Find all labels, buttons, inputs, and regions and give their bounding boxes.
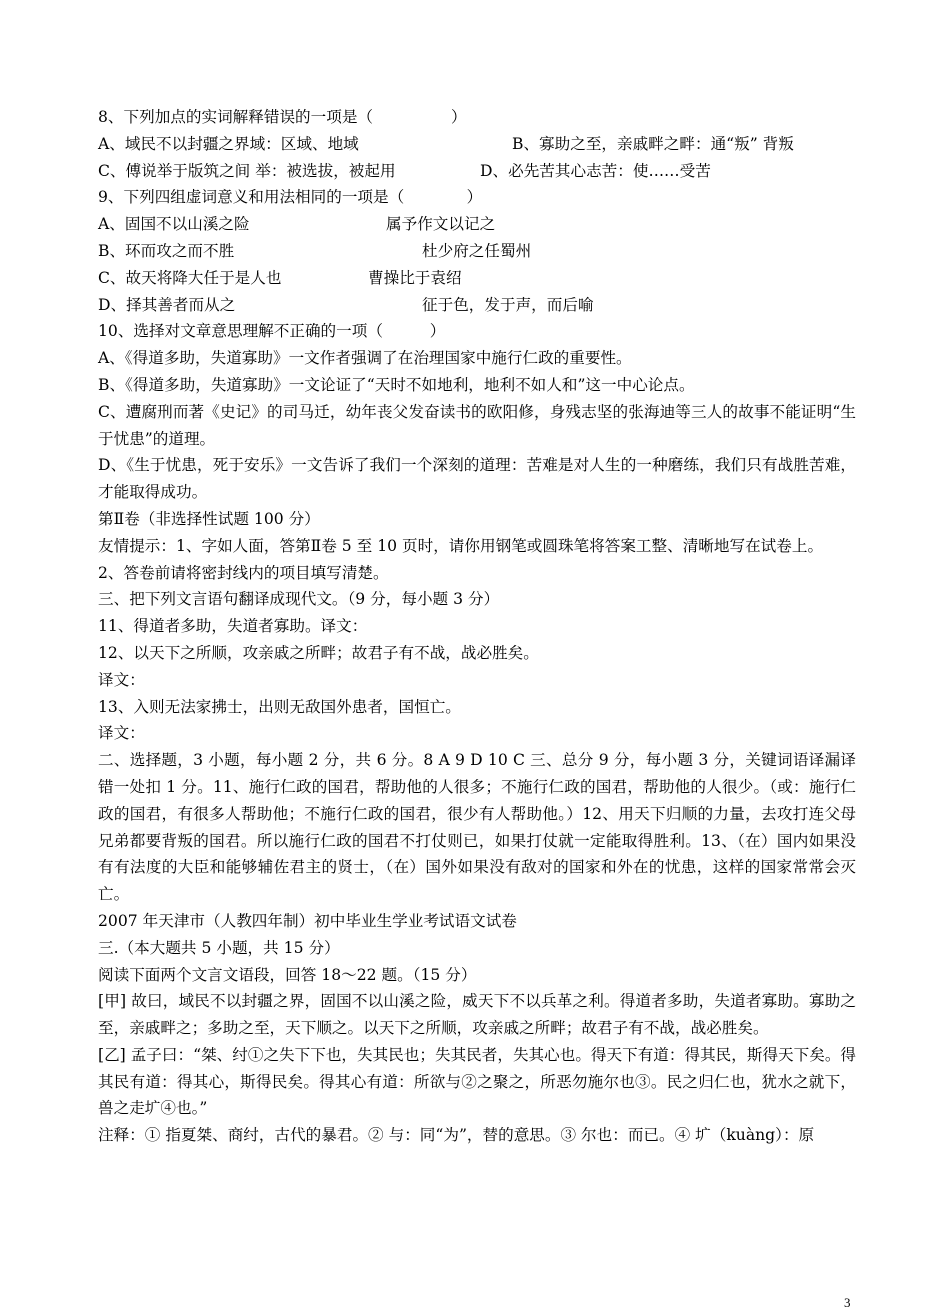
part2-tip-2: 2、答卷前请将密封线内的项目填写清楚。 [98,563,389,582]
q9-option-b-left: B、环而攻之而不胜 [98,241,235,260]
exam-page [98,104,856,1149]
exam-2007-section: 三.（本大题共 5 小题，共 15 分） [98,938,340,957]
q8-options-row-2 [98,158,856,185]
q10-option-d: D、《生于忧患，死于安乐》一文告诉了我们一个深刻的道理：苦难是对人生的一种磨练，我们只有战胜苦难，才能取得成功。 [98,456,856,502]
q10-stem: 10、选择对文章意思理解不正确的一项（ ） [98,322,446,341]
section3-title: 三、把下列文言语句翻译成现代文。（9 分，每小题 3 分） [98,590,500,609]
q9-option-c-right: 曹操比于袁绍 [368,268,462,287]
q8-option-b: B、寡助之至，亲戚畔之畔：通“叛” 背叛 [512,134,794,153]
q9-stem: 9、下列四组虚词意义和用法相同的一项是（ ） [98,188,483,207]
q13: 13、入则无法家拂士，出则无敌国外患者，国恒亡。 [98,697,461,716]
annotation-note: 注释：① 指夏桀、商纣，古代的暴君。② 与：同“为”，替的意思。③ 尔也：而已。④ 圹（kuàng）：原 [98,1126,815,1145]
q12-translation-label: 译文： [98,670,145,689]
q9-option-d-right: 征于色，发于声，而后喻 [422,295,594,314]
answer-key: 二、选择题，3 小题，每小题 2 分，共 6 分。8 A 9 D 10 C 三、总分 9 分，每小题 3 分，关键词语译漏译错一处扣 1 分。11、施行仁政的国君，帮助他的人很多；不施行仁政的国君，帮助他的人很少。（或：施行仁政的国君，有很多人帮助他；不施行仁政的国君，很少有人帮助他。）12、用天下归顺的力量，去攻打连父母兄弟都要背叛的国君。所以施行仁政的国君不打仗则已，如果打仗就一定能取得胜利。13、（在）国内如果没有有法度的大臣和能够辅佐君主的贤士，（在）国外如果没有敌对的国家和外在的忧患，这样的国家常常会灭亡。 [98,751,856,904]
q9-option-a-right: 属予作文以记之 [386,215,496,234]
q9-option-d-left: D、择其善者而从之 [98,295,236,314]
q9-option-b-right: 杜少府之任蜀州 [422,241,532,260]
q9-row-c [98,265,856,292]
q8-option-a: A、域民不以封疆之界域：区域、地域 [98,134,359,153]
passage-jia: [甲] 故曰，域民不以封疆之界，固国不以山溪之险，威天下不以兵革之利。得道者多助，失道者寡助。寡助之至，亲戚畔之；多助之至，天下顺之。以天下之所顺，攻亲戚之所畔；故君子有不战，战必胜矣。 [98,992,856,1038]
q9-option-c-left: C、故天将降大任于是人也 [98,268,282,287]
q8-options-row-1 [98,131,856,158]
q9-row-b [98,238,856,265]
q13-translation-label: 译文： [98,724,145,743]
part2-title: 第Ⅱ卷（非选择性试题 100 分） [98,509,320,528]
q10-option-a: A、《得道多助，失道寡助》一文作者强调了在治理国家中施行仁政的重要性。 [98,349,632,368]
part2-tip-1: 友情提示：1、字如人面，答第Ⅱ卷 5 至 10 页时，请你用钢笔或圆珠笔将答案工整、清晰地写在试卷上。 [98,536,824,555]
q8-option-c: C、傅说举于版筑之间 举：被选拔，被起用 [98,161,396,180]
q12: 12、以天下之所顺，攻亲戚之所畔；故君子有不战，战必胜矣。 [98,643,539,662]
q8-option-d: D、必先苦其心志苦：使……受苦 [480,161,711,180]
q9-row-a [98,211,856,238]
q11: 11、得道者多助，失道者寡助。译文： [98,617,368,636]
passage-yi: [乙] 孟子曰：“桀、纣①之失下下也，失其民也；失其民者，失其心也。得天下有道：得其民，斯得天下矣。得其民有道：得其心，斯得民矣。得其心有道：所欲与②之聚之，所恶勿施尔也③。民之归仁也，犹水之就下，兽之走圹④也。” [98,1045,857,1118]
exam-2007-instruction: 阅读下面两个文言文语段，回答 18～22 题。（15 分） [98,965,477,984]
q9-option-a-left: A、固国不以山溪之险 [98,215,250,234]
q9-row-d [98,292,856,319]
q10-option-c: C、遭腐刑而著《史记》的司马迁，幼年丧父发奋读书的欧阳修，身残志坚的张海迪等三人的故事不能证明“生于忧患”的道理。 [98,402,856,448]
q10-option-b: B、《得道多助，失道寡助》一文论证了“天时不如地利，地利不如人和”这一中心论点。 [98,375,695,394]
page-number: 3 [844,1295,851,1310]
q8-stem: 8、下列加点的实词解释错误的一项是（ ） [98,108,467,126]
exam-2007-title: 2007 年天津市（人教四年制）初中毕业生学业考试语文试卷 [98,911,517,930]
